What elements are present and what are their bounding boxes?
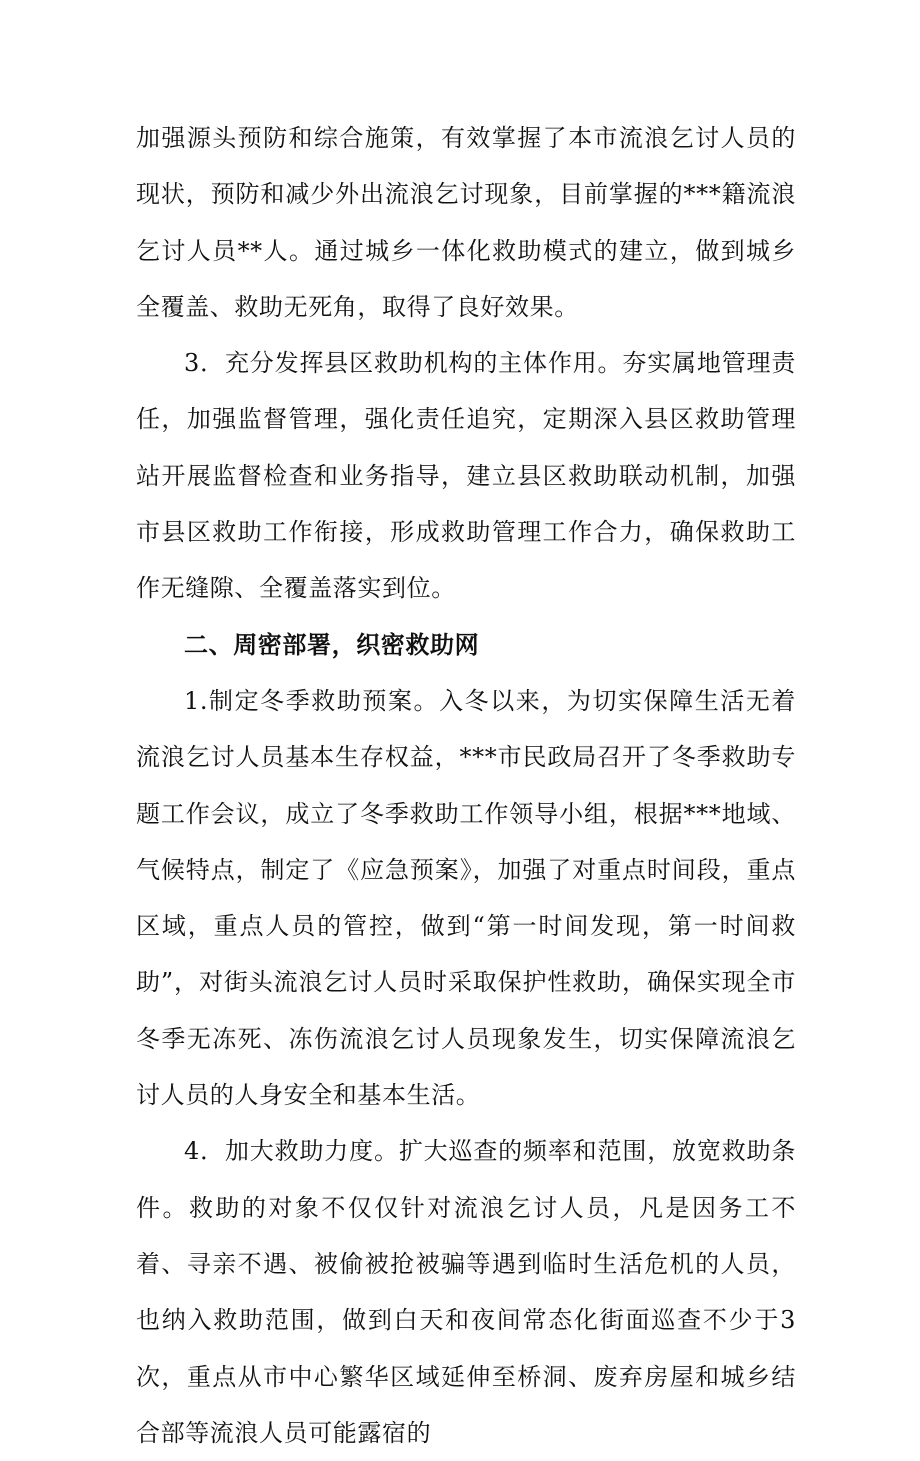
paragraph-item-4: 4．加大救助力度。扩大巡查的频率和范围，放宽救助条件。救助的对象不仅仅针对流浪乞讨人员，凡是因务工不着、寻亲不遇、被偷被抢被骗等遇到临时生活危机的人员，也纳入救助范围，做到白天和夜间常态化街面巡查不少于3次，重点从市中心繁华区域延伸至桥洞、废弃房屋和城乡结合部等流浪人员可能露宿的 [136,1137,796,1447]
paragraph-item-1: 1.制定冬季救助预案。入冬以来，为切实保障生活无着流浪乞讨人员基本生存权益，***市民政局召开了冬季救助专题工作会议，成立了冬季救助工作领导小组，根据***地域、气候特点，制定了《应急预案》，加强了对重点时间段，重点区域，重点人员的管控，做到“第一时间发现，第一时间救助”，对街头流浪乞讨人员时采取保护性救助，确保实现全市冬季无冻死、冻伤流浪乞讨人员现象发生，切实保障流浪乞讨人员的人身安全和基本生活。 [136,686,796,1110]
section-heading-2: 二、周密部署，织密救助网 [184,629,480,659]
paragraph-item-3: 3．充分发挥县区救助机构的主体作用。夯实属地管理责任，加强监督管理，强化责任追究，定期深入县区救助管理站开展监督检查和业务指导，建立县区救助联动机制，加强市县区救助工作衔接，形成救助管理工作合力，确保救助工作无缝隙、全覆盖落实到位。 [136,349,796,603]
paragraph-continuation: 加强源头预防和综合施策，有效掌握了本市流浪乞讨人员的现状，预防和减少外出流浪乞讨现象，目前掌握的***籍流浪乞讨人员**人。通过城乡一体化救助模式的建立，做到城乡全覆盖、救助无死角，取得了良好效果。 [136,124,796,321]
document-body [136,110,796,1461]
